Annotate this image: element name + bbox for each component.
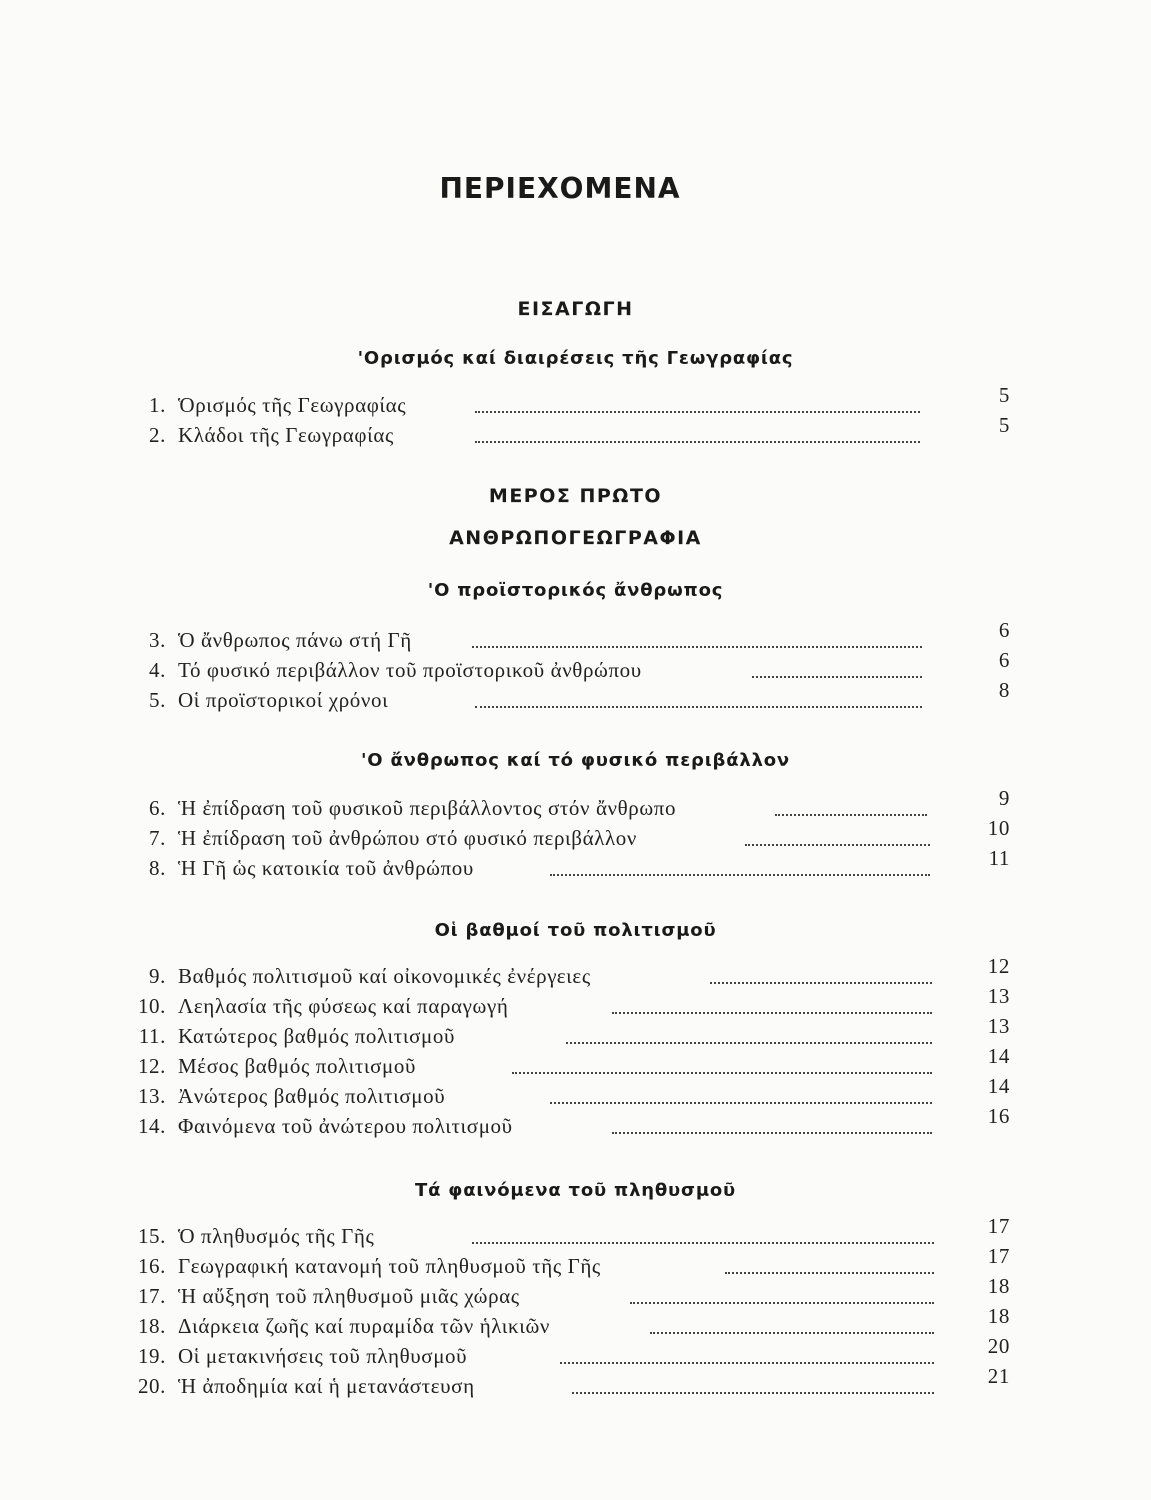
dot-leader xyxy=(560,1359,934,1364)
toc-entry xyxy=(130,1274,1010,1310)
entry-number: 11. xyxy=(138,1024,166,1048)
entry-title: Διάρκεια ζωῆς καί πυραμίδα τῶν ἡλικιῶν xyxy=(178,1314,550,1338)
dot-leader xyxy=(612,1129,932,1134)
section-title: 'Ο ἄνθρωπος καί τό φυσικό περιβάλλον xyxy=(360,750,790,771)
entry-page: 18 xyxy=(987,1274,1010,1298)
entry-page: 16 xyxy=(987,1104,1010,1128)
entry-page: 11 xyxy=(988,846,1010,870)
entry-number: 14. xyxy=(137,1114,166,1138)
section-title: 'Ο προϊστορικός ἄνθρωπος xyxy=(427,580,724,601)
entry-title: Οἱ προϊστορικοί χρόνοι xyxy=(178,688,389,712)
dot-leader xyxy=(572,1389,934,1394)
intro-heading: ΕΙΣΑΓΩΓΗ xyxy=(517,298,634,320)
entry-number: 1. xyxy=(149,393,166,417)
entry-page: 18 xyxy=(987,1304,1010,1328)
entry-title: Κατώτερος βαθμός πολιτισμοῦ xyxy=(178,1024,455,1048)
entry-number: 12. xyxy=(137,1054,166,1078)
entry-number: 7. xyxy=(149,826,166,850)
dot-leader xyxy=(475,703,922,708)
dot-leader xyxy=(566,1039,932,1044)
entry-title: Γεωγραφική κατανομή τοῦ πληθυσμοῦ τῆς Γῆς xyxy=(178,1254,601,1278)
entry-number: 3. xyxy=(149,628,166,652)
entry-number: 19. xyxy=(137,1344,166,1368)
entry-page: 5 xyxy=(998,413,1010,437)
entry-title: Φαινόμενα τοῦ ἀνώτερου πολιτισμοῦ xyxy=(178,1114,513,1138)
entry-page: 14 xyxy=(987,1044,1010,1068)
dot-leader xyxy=(512,1069,932,1074)
entry-title: Ἡ ἐπίδραση τοῦ φυσικοῦ περιβάλλοντος στόν ἄνθρωπο xyxy=(178,796,677,820)
entry-title: Οἱ μετακινήσεις τοῦ πληθυσμοῦ xyxy=(178,1344,468,1368)
toc-entry xyxy=(130,1044,1010,1080)
toc-entry xyxy=(130,984,1010,1020)
dot-leader xyxy=(650,1329,934,1334)
dot-leader xyxy=(475,438,920,443)
entry-title: Ἀνώτερος βαθμός πολιτισμοῦ xyxy=(178,1084,446,1108)
toc-entry xyxy=(130,1214,1010,1250)
dot-leader xyxy=(612,1009,932,1014)
entry-page: 17 xyxy=(987,1214,1010,1238)
dot-leader xyxy=(725,1269,934,1274)
toc-entry xyxy=(130,1364,1010,1400)
dot-leader xyxy=(472,1239,934,1244)
entry-title: Ὁρισμός τῆς Γεωγραφίας xyxy=(178,393,407,417)
toc-entry xyxy=(130,954,1010,990)
entry-page: 9 xyxy=(998,786,1010,810)
entry-title: Ὁ ἄνθρωπος πάνω στή Γῆ xyxy=(178,628,412,652)
dot-leader xyxy=(775,811,927,816)
entry-title: Ἡ ἀποδημία καί ἡ μετανάστευση xyxy=(178,1374,475,1398)
entry-number: 20. xyxy=(137,1374,166,1398)
toc-entry xyxy=(130,648,1010,684)
dot-leader xyxy=(550,1099,932,1104)
entry-page: 6 xyxy=(998,618,1010,642)
entry-number: 2. xyxy=(149,423,166,447)
toc-entry xyxy=(130,678,1010,714)
entry-title: Μέσος βαθμός πολιτισμοῦ xyxy=(178,1054,416,1078)
entry-page: 13 xyxy=(987,984,1010,1008)
toc-entry xyxy=(130,1244,1010,1280)
entry-number: 13. xyxy=(137,1084,166,1108)
entry-page: 13 xyxy=(987,1014,1010,1038)
toc-entry xyxy=(130,618,1010,654)
entry-number: 16. xyxy=(137,1254,166,1278)
entry-title: Κλάδοι τῆς Γεωγραφίας xyxy=(178,423,394,447)
dot-leader xyxy=(752,673,922,678)
entry-number: 6. xyxy=(149,796,166,820)
entry-title: Βαθμός πολιτισμοῦ καί οἰκονομικές ἐνέργειες xyxy=(178,964,591,988)
part-heading: ΜΕΡΟΣ ΠΡΩΤΟ xyxy=(488,485,663,507)
entry-number: 8. xyxy=(149,856,166,880)
intro-subheading: 'Ορισμός καί διαιρέσεις τῆς Γεωγραφίας xyxy=(357,348,794,369)
entry-title: Ἡ ἐπίδραση τοῦ ἀνθρώπου στό φυσικό περιβάλλον xyxy=(178,826,637,850)
dot-leader xyxy=(745,841,930,846)
entry-number: 18. xyxy=(137,1314,166,1338)
toc-entry xyxy=(130,846,1010,882)
page-title: ΠΕΡΙΕΧΟΜΕΝΑ xyxy=(439,172,681,205)
section-title: Τά φαινόμενα τοῦ πληθυσμοῦ xyxy=(415,1180,736,1201)
toc-entry xyxy=(130,1334,1010,1370)
toc-entry xyxy=(130,413,1010,449)
toc-entry xyxy=(130,1074,1010,1110)
entry-page: 14 xyxy=(987,1074,1010,1098)
entry-page: 12 xyxy=(987,954,1010,978)
entry-number: 17. xyxy=(137,1284,166,1308)
entry-page: 5 xyxy=(998,383,1010,407)
entry-title: Ἡ Γῆ ὡς κατοικία τοῦ ἀνθρώπου xyxy=(178,856,474,880)
entry-number: 5. xyxy=(149,688,166,712)
dot-leader xyxy=(472,643,922,648)
toc-entry xyxy=(130,816,1010,852)
entry-page: 20 xyxy=(987,1334,1010,1358)
entry-number: 9. xyxy=(149,964,166,988)
dot-leader xyxy=(710,979,932,984)
dot-leader xyxy=(475,408,920,413)
dot-leader xyxy=(550,871,930,876)
part-subheading: ΑΝΘΡΩΠΟΓΕΩΓΡΑΦΙΑ xyxy=(449,527,702,549)
entry-title: Ἡ αὔξηση τοῦ πληθυσμοῦ μιᾶς χώρας xyxy=(178,1284,520,1308)
toc-entry xyxy=(130,383,1010,419)
entry-page: 6 xyxy=(998,648,1010,672)
entry-title: Λεηλασία τῆς φύσεως καί παραγωγή xyxy=(178,994,509,1018)
toc-entry xyxy=(130,1104,1010,1140)
section-title: Οἱ βαθμοί τοῦ πολιτισμοῦ xyxy=(434,920,717,941)
entry-page: 10 xyxy=(987,816,1010,840)
toc-entry xyxy=(130,1304,1010,1340)
toc-entry xyxy=(130,1014,1010,1050)
entry-page: 17 xyxy=(987,1244,1010,1268)
entry-page: 8 xyxy=(998,678,1010,702)
dot-leader xyxy=(630,1299,934,1304)
entry-number: 4. xyxy=(149,658,166,682)
entry-page: 21 xyxy=(987,1364,1010,1388)
toc-entry xyxy=(130,786,1010,822)
entry-title: Τό φυσικό περιβάλλον τοῦ προϊστορικοῦ ἀνθρώπου xyxy=(178,658,642,682)
entry-number: 10. xyxy=(137,994,166,1018)
entry-title: Ὁ πληθυσμός τῆς Γῆς xyxy=(178,1224,375,1248)
entry-number: 15. xyxy=(137,1224,166,1248)
